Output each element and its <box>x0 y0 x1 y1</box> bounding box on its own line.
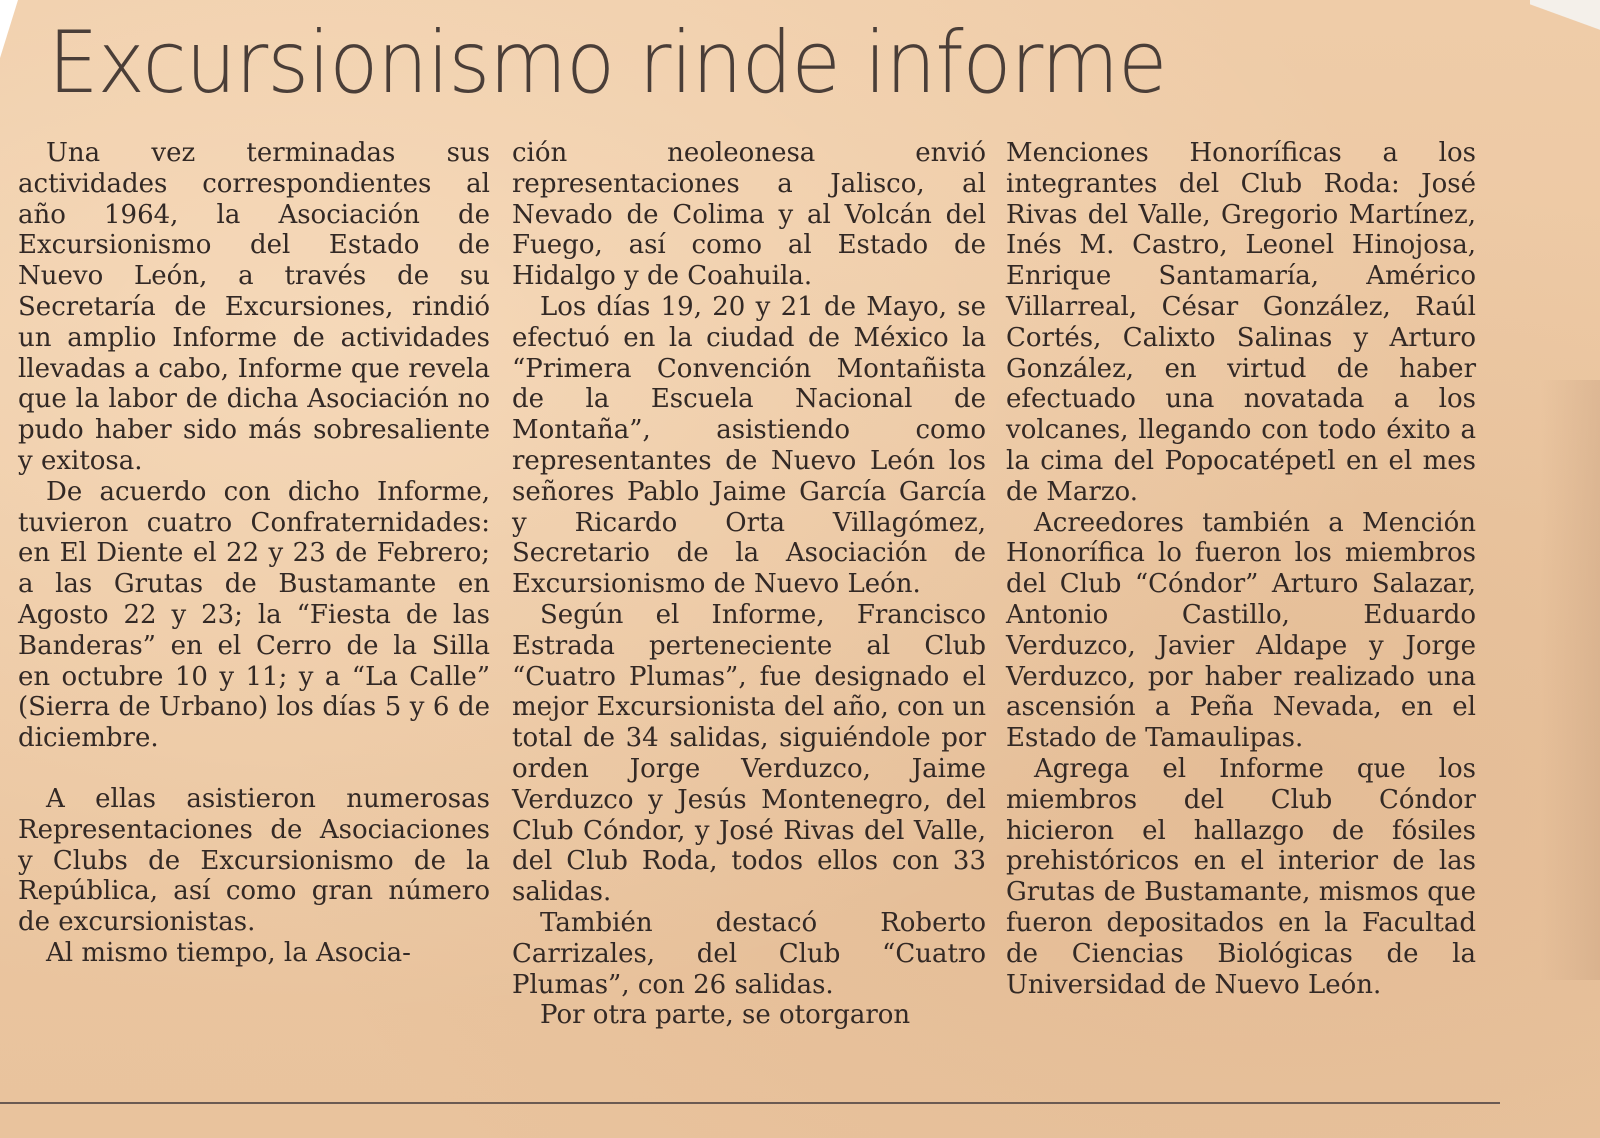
paragraph: De acuerdo con dicho Informe, tuvieron cuatro Confraternidades: en El Diente el 22 y 23 de Febrero; a las Grutas de Bustamante en Agosto 22 y 23; la “Fiesta de las Banderas” en el Cerro de la Silla en octubre 10 y 11; y a “La Calle” (Sierra de Urbano) los días 5 y 6 de diciembre. <box>18 476 490 754</box>
paper-stain <box>1540 380 1600 980</box>
paragraph: Agrega el Informe que los miembros del Club Cóndor hicieron el hallazgo de fósiles prehistóricos en el interior de las Grutas de Bustamante, mismos que fueron depositados en la Facultad de Ciencias Biológicas de la Universidad de Nuevo León. <box>1006 753 1476 1000</box>
headline: Excursionismo rinde informe <box>48 13 1167 113</box>
paragraph: Por otra parte, se otorgaron <box>540 1000 911 1031</box>
paragraph: Según el Informe, Francisco Estrada perteneciente al Club “Cuatro Plumas”, fue designado el mejor Excursionista del año, con un total de 34 salidas, siguiéndole por orden Jorge Verduzco, Jaime Verduzco y Jesús Montenegro, del Club Cóndor, y José Rivas del Valle, del Club Roda, todos ellos con 33 salidas. <box>512 599 986 908</box>
paragraph: A ellas asistieron numerosas Representaciones de Asociaciones y Clubs de Excursionismo de la República, así como gran número de excursionistas. <box>18 783 490 938</box>
paragraph-gap <box>18 754 490 784</box>
article-column-1 <box>18 138 490 969</box>
paragraph: Menciones Honoríficas a los integrantes del Club Roda: José Rivas del Valle, Gregorio Martínez, Inés M. Castro, Leonel Hinojosa, Enrique Santamaría, Américo Villarreal, César González, Raúl Cortés, Calixto Salinas y Arturo González, en virtud de haber efectuado una novatada a los volcanes, llegando con todo éxito a la cima del Popocatépetl en el mes de Marzo. <box>1006 138 1476 507</box>
article-column-2 <box>512 138 986 1031</box>
paragraph: Una vez terminadas sus actividades correspondientes al año 1964, la Asociación de Excursionismo del Estado de Nuevo León, a través de su Secretaría de Excursiones, rindió un amplio Informe de actividades llevadas a cabo, Informe que revela que la labor de dicha Asociación no pudo haber sido más sobresaliente y exitosa. <box>18 138 490 476</box>
paragraph: Los días 19, 20 y 21 de Mayo, se efectuó en la ciudad de México la “Primera Convención Montañista de la Escuela Nacional de Montaña”, asistiendo como representantes de Nuevo León los señores Pablo Jaime García García y Ricardo Orta Villagómez, Secretario de la Asociación de Excursionismo de Nuevo León. <box>512 291 986 600</box>
paragraph: Acreedores también a Mención Honorífica lo fueron los miembros del Club “Cóndor” Arturo Salazar, Antonio Castillo, Eduardo Verduzco, Javier Aldape y Jorge Verduzco, por haber realizado una ascensión a Peña Nevada, en el Estado de Tamaulipas. <box>1006 507 1476 754</box>
article-column-3 <box>1006 138 1476 1000</box>
bottom-rule <box>0 1102 1500 1104</box>
torn-corner-right <box>1530 0 1600 40</box>
paragraph: También destacó Roberto Carrizales, del Club “Cuatro Plumas”, con 26 salidas. <box>512 907 986 1000</box>
paragraph: ción neoleonesa envió representaciones a Jalisco, al Nevado de Colima y al Volcán del Fuego, así como al Estado de Hidalgo y de Coahuila. <box>512 138 986 292</box>
paragraph: Al mismo tiempo, la Asocia- <box>46 937 411 968</box>
torn-corner-left <box>0 0 18 58</box>
